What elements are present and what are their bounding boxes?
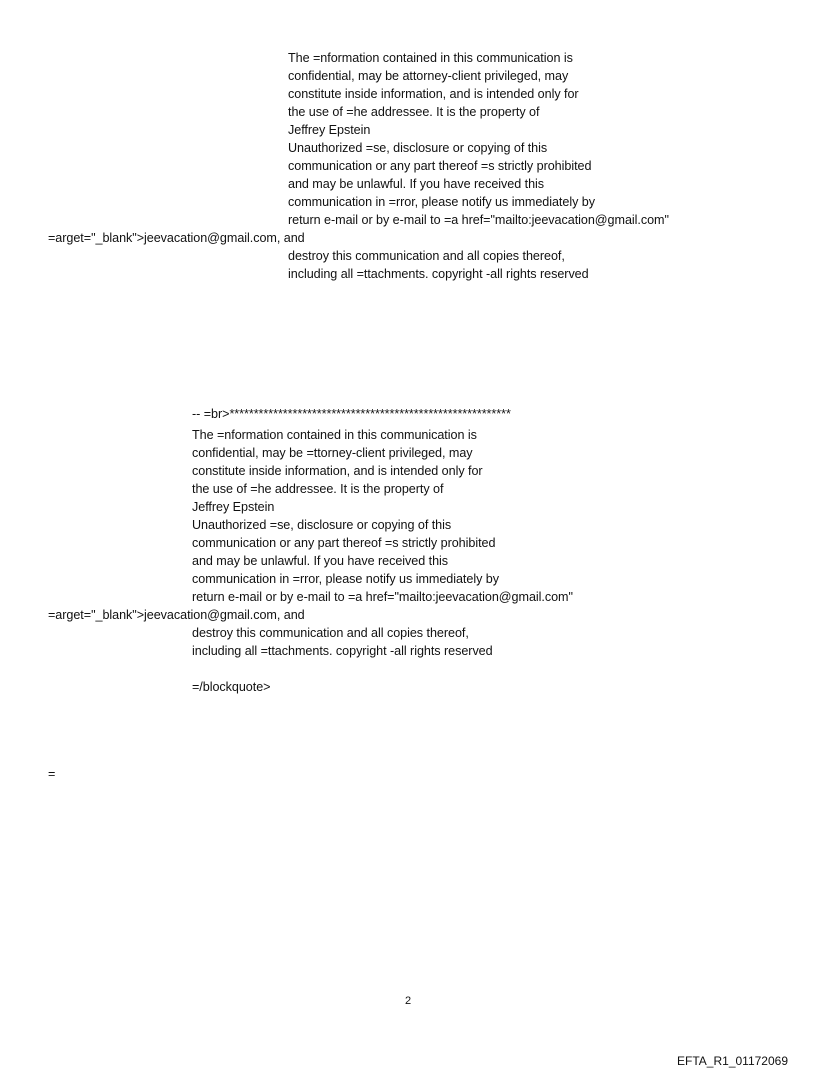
disclaimer-line: The =nformation contained in this communication is [192,428,477,442]
disclaimer-line: communication or any part thereof =s strictly prohibited [192,536,496,550]
disclaimer-line: confidential, may be attorney-client privileged, may [288,69,569,83]
disclaimer-line: =arget="_blank">jeevacation@gmail.com, and [48,608,305,622]
disclaimer-line: including all =ttachments. copyright -all rights reserved [192,644,493,658]
disclaimer-line: including all =ttachments. copyright -all rights reserved [288,267,589,281]
separator-line: -- =br>********************************************************** [192,407,511,421]
disclaimer-line: destroy this communication and all copies thereof, [192,626,469,640]
document-id: EFTA_R1_01172069 [677,1054,788,1068]
disclaimer-line: return e-mail or by e-mail to =a href="mailto:jeevacation@gmail.com" [288,213,669,227]
disclaimer-line: communication in =rror, please notify us immediately by [288,195,595,209]
disclaimer-line: confidential, may be =ttorney-client privileged, may [192,446,473,460]
disclaimer-line: the use of =he addressee. It is the property of [288,105,540,119]
disclaimer-line: and may be unlawful. If you have received this [288,177,545,191]
disclaimer-line: Unauthorized =se, disclosure or copying of this [192,518,452,532]
disclaimer-line: and may be unlawful. If you have received this [192,554,449,568]
disclaimer-line: communication or any part thereof =s strictly prohibited [288,159,592,173]
disclaimer-line: Jeffrey Epstein [288,123,371,137]
blockquote-close-line: =/blockquote> [192,680,271,694]
page-number: 2 [404,995,412,1007]
disclaimer-line: The =nformation contained in this communication is [288,51,573,65]
disclaimer-line: constitute inside information, and is intended only for [288,87,579,101]
disclaimer-line: Unauthorized =se, disclosure or copying of this [288,141,548,155]
disclaimer-line: the use of =he addressee. It is the property of [192,482,444,496]
disclaimer-line: Jeffrey Epstein [192,500,275,514]
disclaimer-line: destroy this communication and all copies thereof, [288,249,565,263]
disclaimer-line: =arget="_blank">jeevacation@gmail.com, and [48,231,305,245]
disclaimer-line: communication in =rror, please notify us immediately by [192,572,499,586]
disclaimer-line: return e-mail or by e-mail to =a href="mailto:jeevacation@gmail.com" [192,590,573,604]
trailing-equals: = [48,767,56,781]
disclaimer-line: constitute inside information, and is intended only for [192,464,483,478]
